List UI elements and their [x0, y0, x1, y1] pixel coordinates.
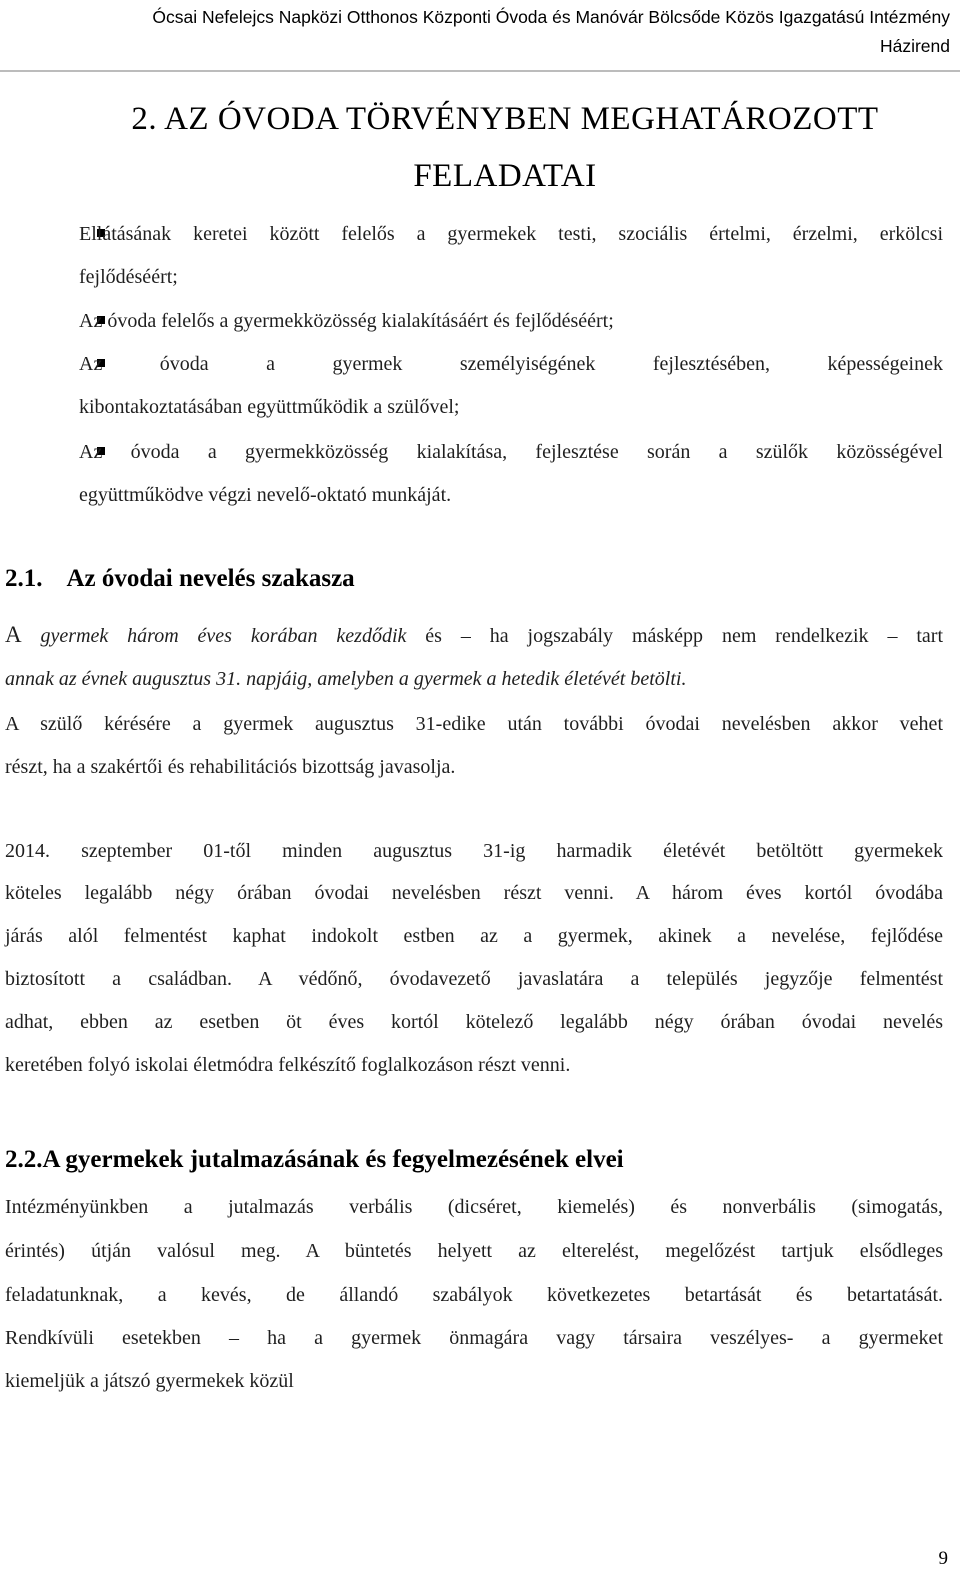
- heading-number: 2.1.: [5, 565, 43, 592]
- paragraph-line: annak az évnek augusztus 31. napjáig, amelyben a gyermek a hetedik életévét betölti.: [5, 668, 687, 690]
- paragraph-line: köteles legalább négy órában óvodai nevelésben részt venni. A három éves kortól óvodába: [5, 882, 943, 904]
- bullet-text: Az óvoda a gyermekközösség kialakítása, fejlesztése során a szülők közösségével: [79, 441, 943, 463]
- page-number: 9: [938, 1548, 948, 1569]
- bullet-text: Ellátásának keretei között felelős a gyermekek testi, szociális értelmi, érzelmi, erkölcsi: [79, 223, 943, 245]
- paragraph-line: Rendkívüli esetekben – ha a gyermek önmagára vagy társaira veszélyes- a gyermeket: [5, 1327, 943, 1349]
- paragraph-line: kiemeljük a játszó gyermekek közül: [5, 1370, 294, 1392]
- header-divider: [0, 70, 960, 72]
- subsection-heading-2-1: [5, 565, 355, 593]
- section-title-line1: 2. AZ ÓVODA TÖRVÉNYBEN MEGHATÁROZOTT: [131, 101, 879, 137]
- paragraph-line: érintés) útján valósul meg. A büntetés helyett az elterelést, megelőzést tartjuk elsődleges: [5, 1240, 943, 1262]
- paragraph-line: keretében folyó iskolai életmódra felkészítő foglalkozáson részt venni.: [5, 1054, 571, 1076]
- paragraph-line: részt, ha a szakértői és rehabilitációs bizottság javasolja.: [5, 756, 456, 778]
- paragraph-line: adhat, ebben az esetben öt éves kortól kötelező legalább négy órában óvodai nevelés: [5, 1011, 943, 1033]
- paragraph-line: A szülő kérésére a gyermek augusztus 31-edike után további óvodai nevelésben akkor vehet: [5, 713, 943, 735]
- subsection-heading-2-2: 2.2.A gyermekek jutalmazásának és fegyelmezésének elvei: [5, 1146, 624, 1173]
- header-doc-title: Házirend: [879, 36, 950, 56]
- paragraph-line: feladatunknak, a kevés, de állandó szabályok következetes betartását és betartatását.: [5, 1284, 943, 1306]
- bullet-text: fejlődéséért;: [79, 266, 178, 288]
- paragraph-line: A gyermek három éves korában kezdődik és – ha jogszabály másképp nem rendelkezik – tart: [5, 622, 944, 647]
- section-title-line2: FELADATAI: [413, 158, 597, 194]
- paragraph-line: Intézményünkben a jutalmazás verbális (dicséret, kiemelés) és nonverbális (simogatás,: [5, 1196, 943, 1218]
- header-institution: Ócsai Nefelejcs Napközi Otthonos Központi Óvoda és Manóvár Bölcsőde Közös Igazgatású Intézmény: [152, 7, 950, 27]
- paragraph-line: biztosított a családban. A védőnő, óvodavezető javaslatára a település jegyzője felmentést: [5, 968, 943, 990]
- heading-text: Az óvodai nevelés szakasza: [66, 565, 355, 592]
- bullet-text: Az óvoda felelős a gyermekközösség kialakításáért és fejlődéséért;: [79, 310, 614, 332]
- bullet-text: kibontakoztatásában együttműködik a szülővel;: [79, 396, 460, 418]
- paragraph-line: járás alól felmentést kaphat indokolt estben az a gyermek, akinek a nevelése, fejlődése: [5, 925, 943, 947]
- paragraph-line: 2014. szeptember 01-től minden augusztus 31-ig harmadik életévét betöltött gyermekek: [5, 840, 943, 862]
- bullet-text: Az óvoda a gyermek személyiségének fejlesztésében, képességeinek: [79, 353, 943, 375]
- bullet-text: együttműködve végzi nevelő-oktató munkáját.: [79, 484, 452, 506]
